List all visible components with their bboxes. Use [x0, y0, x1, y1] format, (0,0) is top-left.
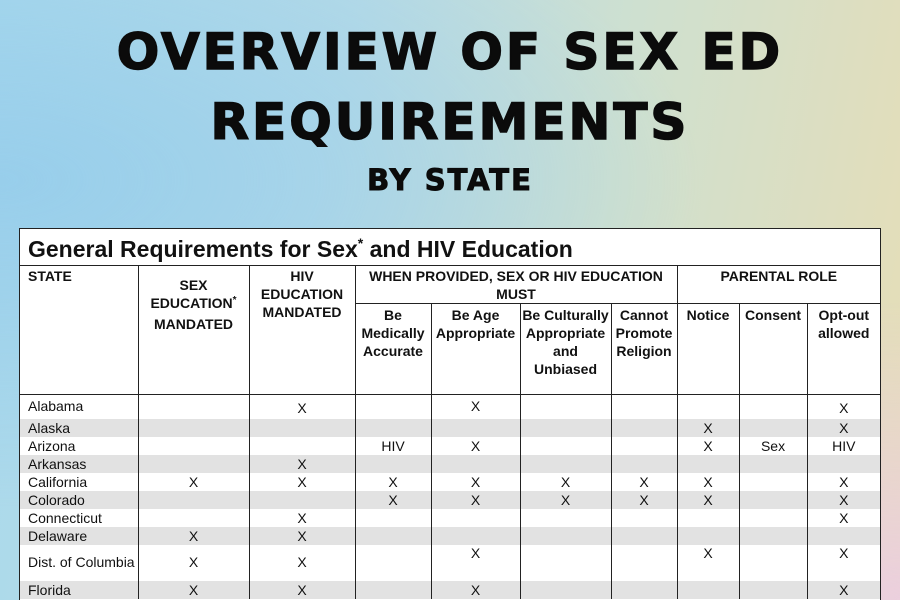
cell-opt-out: X: [839, 399, 849, 416]
table-row: [20, 473, 880, 491]
cell-opt-out: X: [839, 509, 849, 526]
cell-age-appropriate: X: [431, 437, 520, 455]
header-medically-accurate: Be Medically Accurate: [355, 304, 431, 395]
cell-culturally-appropriate: [520, 581, 611, 599]
table-row: [20, 437, 880, 455]
cell-medically-accurate: X: [355, 491, 431, 509]
header-sex-mandated-text: SEX EDUCATION: [150, 277, 233, 311]
cell-age-appropriate: [431, 509, 520, 527]
banner: [0, 0, 900, 228]
cell-medically-accurate: [355, 419, 431, 437]
page-subtitle: BY STATE: [367, 163, 533, 197]
cell-cannot-promote-religion: [611, 395, 677, 419]
cell-age-appropriate: [431, 527, 520, 545]
cell-sex-mandated: [138, 491, 249, 509]
header-group-parental-role: PARENTAL ROLE: [677, 266, 880, 304]
cell-age-appropriate: X: [431, 473, 520, 491]
table-title-text-end: and HIV Education: [363, 236, 573, 262]
cell-culturally-appropriate: X: [520, 491, 611, 509]
cell-consent: [739, 545, 807, 581]
cell-hiv-mandated: [249, 419, 355, 437]
cell-consent: [739, 527, 807, 545]
cell-hiv-mandated: [249, 491, 355, 509]
table-title: [20, 229, 880, 266]
cell-notice: [677, 395, 739, 419]
table-row: [20, 509, 880, 527]
cell-opt-out: X: [839, 473, 849, 490]
cell-hiv-mandated: [249, 437, 355, 455]
cell-sex-mandated: [138, 419, 249, 437]
cell-hiv-mandated: X: [249, 455, 355, 473]
cell-opt-out: X: [807, 581, 880, 599]
cell-medically-accurate: X: [355, 473, 431, 491]
cell-hiv-mandated: X: [249, 473, 355, 491]
table-row: [20, 419, 880, 437]
cell-consent: Sex: [739, 437, 807, 455]
cell-consent: [739, 509, 807, 527]
cell-sex-mandated: X: [138, 581, 249, 599]
cell-notice: X: [677, 491, 739, 509]
cell-opt-out: [807, 455, 880, 473]
cell-hiv-mandated: X: [249, 509, 355, 527]
requirements-table: [20, 266, 880, 599]
cell-state: Alaska: [20, 419, 138, 437]
table-title-text: General Requirements for Sex: [28, 236, 358, 262]
cell-medically-accurate: [355, 509, 431, 527]
cell-culturally-appropriate: [520, 419, 611, 437]
cell-age-appropriate: [431, 455, 520, 473]
cell-consent: [739, 455, 807, 473]
cell-culturally-appropriate: [520, 545, 611, 581]
table-row: [20, 455, 880, 473]
cell-notice: [677, 509, 739, 527]
cell-age-appropriate: [431, 419, 520, 437]
cell-medically-accurate: [355, 545, 431, 581]
cell-medically-accurate: [355, 455, 431, 473]
cell-state: Arizona: [20, 437, 138, 455]
cell-medically-accurate: [355, 581, 431, 599]
cell-consent: [739, 395, 807, 419]
cell-culturally-appropriate: [520, 437, 611, 455]
cell-consent: [739, 473, 807, 491]
cell-sex-mandated: [138, 437, 249, 455]
cell-sex-mandated: X: [138, 545, 249, 581]
header-consent: Consent: [739, 304, 807, 395]
table-row: [20, 395, 880, 419]
cell-cannot-promote-religion: X: [611, 491, 677, 509]
cell-culturally-appropriate: [520, 527, 611, 545]
cell-cannot-promote-religion: X: [611, 473, 677, 491]
cell-hiv-mandated: X: [249, 395, 355, 419]
table-row: [20, 491, 880, 509]
cell-hiv-mandated: X: [249, 581, 355, 599]
cell-medically-accurate: HIV: [355, 437, 431, 455]
cell-opt-out: [807, 527, 880, 545]
cell-notice: [677, 527, 739, 545]
header-age-appropriate: Be Age Appropriate: [431, 304, 520, 395]
cell-consent: [739, 581, 807, 599]
cell-notice: X: [677, 473, 739, 491]
header-culturally-appropriate: Be Culturally Appropriate and Unbiased: [520, 304, 611, 395]
cell-cannot-promote-religion: [611, 545, 677, 581]
table-title-footnote-mark: *: [357, 235, 364, 251]
cell-state: Colorado: [20, 491, 138, 509]
cell-opt-out: X: [807, 491, 880, 509]
cell-state: Connecticut: [20, 509, 138, 527]
cell-sex-mandated: [138, 395, 249, 419]
cell-opt-out: HIV: [832, 437, 856, 454]
cell-state: Florida: [20, 581, 138, 599]
cell-state: Arkansas: [20, 455, 138, 473]
cell-consent: [739, 419, 807, 437]
cell-consent: [739, 491, 807, 509]
cell-age-appropriate: X: [431, 581, 520, 599]
cell-sex-mandated: X: [138, 527, 249, 545]
cell-culturally-appropriate: [520, 509, 611, 527]
cell-opt-out: X: [839, 544, 849, 561]
cell-notice: X: [677, 545, 739, 581]
page-title-line-2: REQUIREMENTS: [210, 93, 690, 151]
cell-state: California: [20, 473, 138, 491]
cell-notice: X: [677, 437, 739, 455]
cell-cannot-promote-religion: [611, 419, 677, 437]
cell-age-appropriate: X: [431, 545, 520, 581]
header-sex-footnote-mark: *: [232, 295, 237, 306]
header-opt-out: Opt-out allowed: [807, 304, 880, 395]
cell-medically-accurate: [355, 395, 431, 419]
cell-state: Delaware: [20, 527, 138, 545]
cell-age-appropriate: X: [431, 395, 520, 419]
cell-notice: [677, 455, 739, 473]
requirements-document: [19, 228, 881, 600]
cell-sex-mandated: X: [138, 473, 249, 491]
page-title-line-1: OVERVIEW OF SEX ED: [116, 23, 784, 81]
cell-hiv-mandated: X: [249, 527, 355, 545]
cell-cannot-promote-religion: [611, 455, 677, 473]
cell-sex-mandated: [138, 455, 249, 473]
cell-cannot-promote-religion: [611, 527, 677, 545]
header-cannot-promote-religion: Cannot Promote Religion: [611, 304, 677, 395]
cell-age-appropriate: X: [431, 491, 520, 509]
cell-hiv-mandated: X: [249, 545, 355, 581]
header-state: STATE: [20, 266, 138, 395]
header-sex-mandated: [138, 266, 249, 395]
table-row: [20, 581, 880, 599]
table-row: [20, 527, 880, 545]
header-sex-mandated-text-end: MANDATED: [153, 316, 234, 332]
cell-state: Alabama: [20, 395, 138, 419]
cell-culturally-appropriate: [520, 395, 611, 419]
cell-sex-mandated: [138, 509, 249, 527]
cell-notice: [677, 581, 739, 599]
cell-opt-out: X: [807, 419, 880, 437]
cell-culturally-appropriate: [520, 455, 611, 473]
cell-cannot-promote-religion: [611, 581, 677, 599]
cell-state: Dist. of Columbia: [20, 545, 138, 581]
cell-culturally-appropriate: X: [520, 473, 611, 491]
cell-cannot-promote-religion: [611, 509, 677, 527]
cell-notice: X: [677, 419, 739, 437]
header-notice: Notice: [677, 304, 739, 395]
header-group-when-provided: WHEN PROVIDED, SEX OR HIV EDUCATION MUST: [355, 266, 677, 304]
table-row: [20, 545, 880, 581]
header-hiv-mandated: HIV EDUCATION MANDATED: [249, 266, 355, 395]
cell-cannot-promote-religion: [611, 437, 677, 455]
cell-medically-accurate: [355, 527, 431, 545]
